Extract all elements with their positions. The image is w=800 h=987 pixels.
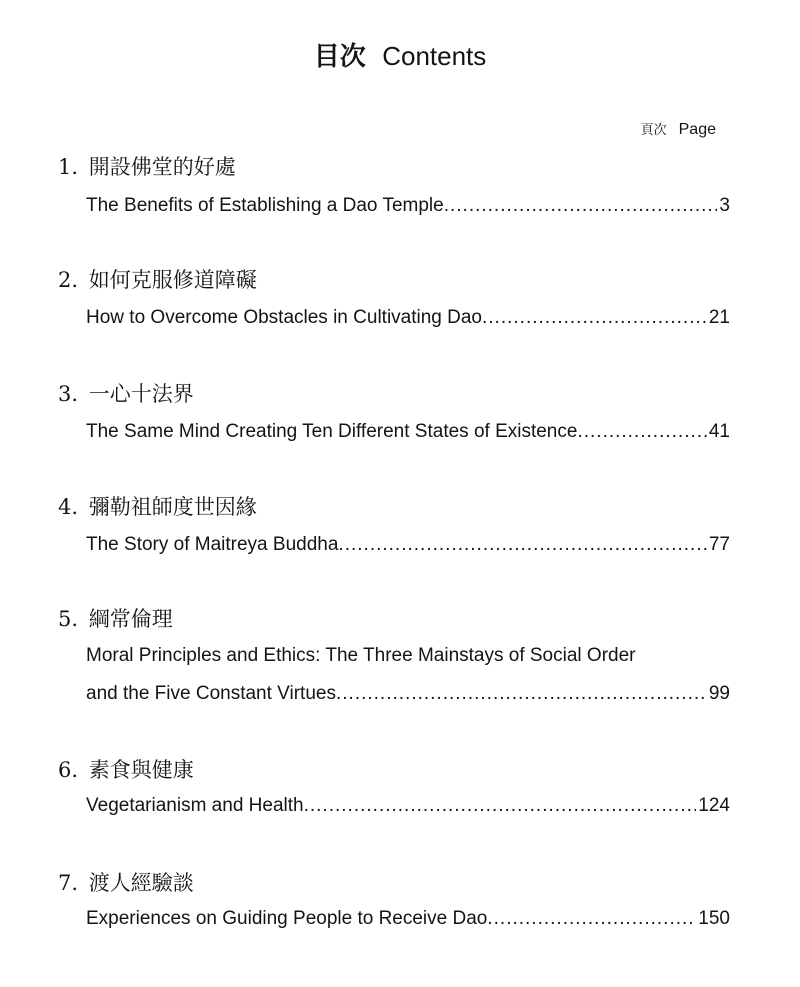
entry-heading bbox=[58, 870, 194, 896]
page-label-en: Page bbox=[678, 121, 716, 138]
entry-title-en-line1: Moral Principles and Ethics: The Three Mainstays of Social Order bbox=[86, 645, 636, 666]
entry-title-row bbox=[86, 418, 730, 446]
entry-title-en: How to Overcome Obstacles in Cultivating Dao bbox=[86, 307, 482, 328]
entry-number: 3. bbox=[58, 382, 79, 406]
entry-title-en: The Story of Maitreya Buddha bbox=[86, 534, 339, 555]
page-title bbox=[0, 40, 800, 73]
entry-number: 1. bbox=[58, 155, 79, 179]
entry-title-cjk: 綱常倫理 bbox=[88, 607, 173, 631]
entry-number: 2. bbox=[58, 268, 79, 292]
entry-page-number: 77 bbox=[708, 534, 730, 555]
entry-title-row bbox=[86, 792, 730, 820]
entry-title-cjk: 渡人經驗談 bbox=[88, 871, 194, 895]
title-en: Contents bbox=[382, 41, 487, 71]
entry-title-cjk: 彌勒祖師度世因緣 bbox=[88, 495, 257, 519]
entry-heading bbox=[58, 606, 173, 632]
entry-heading bbox=[58, 757, 194, 783]
dot-leader bbox=[577, 418, 706, 446]
entry-title-row bbox=[86, 905, 730, 933]
entry-title-en: Vegetarianism and Health bbox=[86, 795, 304, 816]
entry-title-row bbox=[86, 531, 730, 559]
entry-number: 7. bbox=[58, 871, 79, 895]
entry-title-cjk: 一心十法界 bbox=[88, 382, 194, 406]
entry-heading bbox=[58, 381, 194, 407]
dot-leader bbox=[487, 905, 696, 933]
entry-title-cjk: 素食與健康 bbox=[88, 758, 194, 782]
entry-heading bbox=[58, 154, 236, 180]
page-label-cjk: 頁次 bbox=[640, 123, 667, 138]
entry-title-row bbox=[86, 304, 730, 332]
dot-leader bbox=[336, 680, 707, 708]
entry-page-number: 150 bbox=[698, 908, 730, 929]
entry-page-number: 41 bbox=[708, 421, 730, 442]
entry-page-number: 21 bbox=[708, 307, 730, 328]
entry-title-en: The Same Mind Creating Ten Different States of Existence bbox=[86, 421, 578, 442]
dot-leader bbox=[444, 192, 718, 220]
entry-title-en: Experiences on Guiding People to Receive Dao bbox=[86, 908, 488, 929]
entry-title-row bbox=[86, 680, 730, 708]
entry-number: 6. bbox=[58, 758, 79, 782]
entry-title-cjk: 開設佛堂的好處 bbox=[88, 155, 236, 179]
dot-leader bbox=[482, 304, 707, 332]
entry-heading bbox=[58, 267, 257, 293]
entry-page-number: 124 bbox=[698, 795, 730, 816]
entry-page-number: 3 bbox=[719, 195, 730, 216]
title-cjk: 目次 bbox=[313, 42, 366, 72]
entry-title-row bbox=[86, 192, 730, 220]
entry-heading bbox=[58, 494, 257, 520]
entry-number: 4. bbox=[58, 495, 79, 519]
entry-title-en: The Benefits of Establishing a Dao Temple bbox=[86, 195, 444, 216]
entry-number: 5. bbox=[58, 607, 79, 631]
dot-leader bbox=[338, 531, 706, 559]
entry-title-cjk: 如何克服修道障礙 bbox=[88, 268, 257, 292]
page-column-label bbox=[641, 120, 716, 141]
dot-leader bbox=[304, 792, 697, 820]
entry-page-number: 99 bbox=[708, 683, 730, 704]
entry-title-en: and the Five Constant Virtues bbox=[86, 683, 336, 704]
